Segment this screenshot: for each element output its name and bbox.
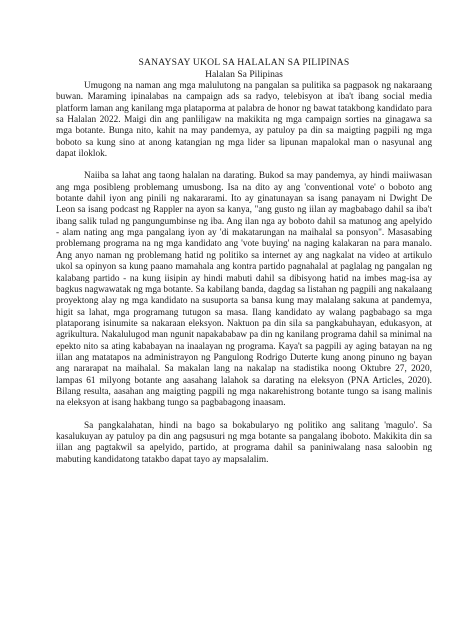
- paragraph-1: Umugong na naman ang mga malulutong na pangalan sa pulitika sa pagpasok ng nakaraang buwan. Maraming ipinalabas na campaign ads sa radyo, telebisyon at iba't ibang social media platform laman ang kanilang mga plataporma at palabra de honor ng bawat tatakbong kandidato para sa Halalan 2022. Maigi din ang panliligaw na makikita ng mga campaign sorties na ginagawa sa mga botante. Bunga nito, kahit na may pandemya, ay patuloy pa din sa maigting pagpili ng mga boboto sa kung sino at anong katangian ng mga lider sa lipunan mapalokal man o nasyunal ang dapat iloklok.: [56, 81, 432, 160]
- essay-subtitle: Halalan Sa Pilipinas: [205, 69, 283, 80]
- paragraph-2: Naiiba sa lahat ang taong halalan na darating. Bukod sa may pandemya, ay hindi maiiwasan ang mga posibleng problemang umusbong. Isa na dito ay ang 'conventional vote' o boboto ang botante dahil iyon ang pinili ng nakararami. Ito ay ginatunayan sa isang panayam ni Dwight De Leon sa isang podcast ng Rappler na ayon sa kanya, "ang gusto ng iilan ay magbabago dahil sa iba't ibang salik tulad ng pangungumbinse ng iba. Ang ilan nga ay boboto dahil sa matunog ang apelyido - alam nating ang mga pangalang iyon ay 'di makatarungan na maihalal sa ponsyon". Masasabing problemang programa na ng mga kandidato ang 'vote buying' na naging kalakaran na para manalo. Ang anyo naman ng problemang hatid ng politiko sa internet ay ang nagkalat na video at artikulo ukol sa opinyon sa kung paano mamahala ang kontra partido pagnahalal at paglalag ng pangalan ng kalabang partido - na kung iisipin ay hindi mabuti dahil sa dibisyong hatid na imbes mag-isa ay bagkus nagwawatak ng mga botante. Sa kabilang banda, dagdag sa listahan ng pagpili ang nakalaang proyektong alay ng mga kandidato na susuporta sa bansa kung may malalang sakuna at pandemya, higit sa lahat, mga programang tutugon sa masa. Ilang kandidato ay walang pagbabago sa mga plataporang isinumite sa nakaraan eleksyon. Naktuon pa din sila sa pangkabuhayan, edukasyon, at agrikultura. Nakalulugod man ngunit napakababaw pa din ng kanilang programa dahil sa minimal na epekto nito sa ating kababayan na inaalayan ng programa. Kaya't sa pagpili ay aging batayan na ng iilan ang matatapos na administrayon ng Pangulong Rodrigo Duterte kung anong pinuno ng bayan ang nararapat na maihalal. Sa makalan lang na nakalap na stadistika noong Oktubre 27, 2020, lampas 61 milyong botante ang aasahang lalahok sa darating na eleksyon (PNA Articles, 2020). Bilang resulta, aasahan ang maigting pagpili ng mga nakarehistrong botante tungo sa isang malinis na eleksyon at isang hakbang tungo sa pagbabagong inaasam.: [56, 171, 432, 409]
- paragraph-spacer: [56, 160, 432, 171]
- essay-title: SANAYSAY UKOL SA HALALAN SA PILIPINAS: [138, 57, 350, 68]
- paragraph-spacer: [56, 410, 432, 421]
- paragraph-3: Sa pangkalahatan, hindi na bago sa bokabularyo ng politiko ang salitang 'magulo'. Sa kasalukuyan ay patuloy pa din ang pagsusuri ng mga botante sa pangalang iboboto. Makikita din sa iilan ang pagtakwil sa apelyido, partido, at programa dahil sa paniniwalang nasa saloobin ng mabuting kandidatong tatakbo dapat tayo ay mapsalalim.: [56, 420, 432, 465]
